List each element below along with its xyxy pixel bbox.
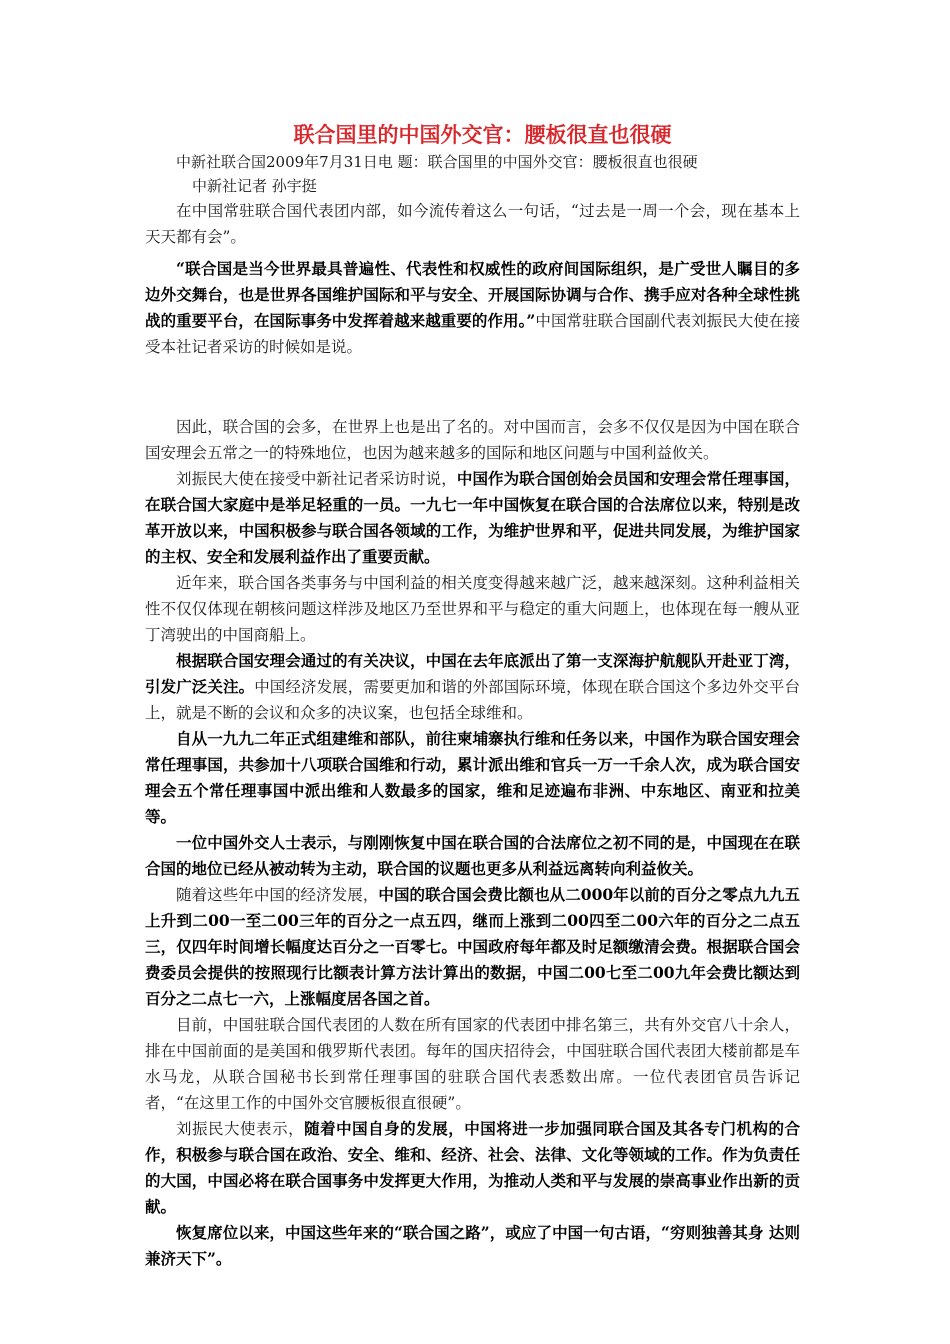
paragraph — [145, 414, 800, 466]
paragraph — [145, 830, 800, 882]
text-run: 中国经济发展，需要更加和谐的外部国际环境，体现在联合国这个多边外交平台上，就是不断的会议和众多的决议案，也包括全球维和。 — [145, 678, 800, 722]
paragraph — [145, 570, 800, 648]
bold-text-run: 恢复席位以来，中国这些年来的“联合国之路”，或应了中国一句古语，“穷则独善其身 达则兼济天下”。 — [145, 1223, 800, 1268]
paragraph — [145, 726, 800, 830]
paragraph — [145, 198, 800, 250]
bold-text-run: 随着中国自身的发展，中国将进一步加强同联合国及其各专门机构的合作，积极参与联合国在政治、安全、维和、经济、社会、法律、文化等领域的工作。作为负责任的大国，中国必将在联合国事务中发挥更大作用，为推动人类和平与发展的崇高事业作出新的贡献。 — [145, 1119, 800, 1216]
text-run: 因此，联合国的会多，在世界上也是出了名的。对中国而言，会多不仅仅是因为中国在联合国安理会五常之一的特殊地位，也因为越来越多的国际和地区问题与中国利益攸关。 — [145, 418, 800, 462]
bold-text-run: 自从一九九二年正式组建维和部队，前往柬埔寨执行维和任务以来，中国作为联合国安理会常任理事国，共参加十八项联合国维和行动，累计派出维和官兵一万一千余人次，成为联合国安理会五个常任理事国中派出维和人数最多的国家，维和足迹遍布非洲、中东地区、南亚和拉美等。 — [145, 729, 800, 826]
dateline: 中新社联合国2009年7月31日电 题：联合国里的中国外交官：腰板很直也很硬 — [176, 153, 698, 171]
paragraph — [145, 256, 800, 360]
paragraph — [145, 882, 800, 1012]
bold-text-run: “联合国是当今世界最具普遍性、代表性和权威性的政府间国际组织，是广受世人瞩目的多边外交舞台，也是世界各国维护国际和平与安全、开展国际协调与合作、携手应对各种全球性挑战的重要平台，在国际事务中发挥着越来越重要的作用。” — [145, 259, 800, 330]
text-run: 在中国常驻联合国代表团内部，如今流传着这么一句话，“过去是一周一个会，现在基本上天天都有会”。 — [145, 202, 800, 246]
article — [145, 120, 800, 1272]
text-run: 随着这些年中国的经济发展， — [176, 886, 379, 904]
bold-text-run: 中国的联合国会费比额也从二000年以前的百分之零点九九五上升到二00一至二00三年的百分之一点五四，继而上涨到二00四至二00六年的百分之二点五三，仅四年时间增长幅度达百分之一百零七。中国政府每年都及时足额缴清会费。根据联合国会费委员会提供的按照现行比额表计算方法计算出的数据，中国二00七至二00九年会费比额达到百分之二点七一六，上涨幅度居各国之首。 — [145, 885, 800, 1008]
text-run: 近年来，联合国各类事务与中国利益的相关度变得越来越广泛，越来越深刻。这种利益相关性不仅仅体现在朝核问题这样涉及地区乃至世界和平与稳定的重大问题上，也体现在每一艘从亚丁湾驶出的中国商船上。 — [145, 574, 800, 644]
bold-text-run: 中国作为联合国创始会员国和安理会常任理事国，在联合国大家庭中是举足轻重的一员。一九七一年中国恢复在联合国的合法席位以来，特别是改革开放以来，中国积极参与联合国各领域的工作，为维护世界和平，促进共同发展，为维护国家的主权、安全和发展利益作出了重要贡献。 — [145, 469, 800, 566]
byline: 中新社记者 孙宇挺 — [192, 177, 317, 195]
article-title: 联合国里的中国外交官：腰板很直也很硬 — [293, 122, 672, 147]
article-body — [145, 198, 800, 1272]
bold-text-run: 一位中国外交人士表示，与刚刚恢复中国在联合国的合法席位之初不同的是，中国现在在联合国的地位已经从被动转为主动，联合国的议题也更多从利益远离转向利益攸关。 — [145, 833, 800, 878]
text-run: 刘振民大使表示， — [176, 1120, 305, 1138]
paragraph — [145, 1012, 800, 1116]
paragraph — [145, 466, 800, 570]
paragraph — [145, 1220, 800, 1272]
paragraph — [145, 1116, 800, 1220]
text-run: 中国常驻联合国副代表刘振民大使在接受本社记者采访的时候如是说。 — [145, 312, 800, 356]
text-run: 刘振民大使在接受中新社记者采访时说， — [176, 470, 457, 488]
paragraph-gap — [145, 360, 800, 414]
text-run: 目前，中国驻联合国代表团的人数在所有国家的代表团中排名第三，共有外交官八十余人，排在中国前面的是美国和俄罗斯代表团。每年的国庆招待会，中国驻联合国代表团大楼前都是车水马龙，从联合国秘书长到常任理事国的驻联合国代表悉数出席。一位代表团官员告诉记者，“在这里工作的中国外交官腰板很直很硬”。 — [145, 1016, 800, 1112]
bold-text-run: 根据联合国安理会通过的有关决议，中国在去年底派出了第一支深海护航舰队开赴亚丁湾，引发广泛关注。 — [145, 651, 800, 696]
paragraph — [145, 648, 800, 726]
